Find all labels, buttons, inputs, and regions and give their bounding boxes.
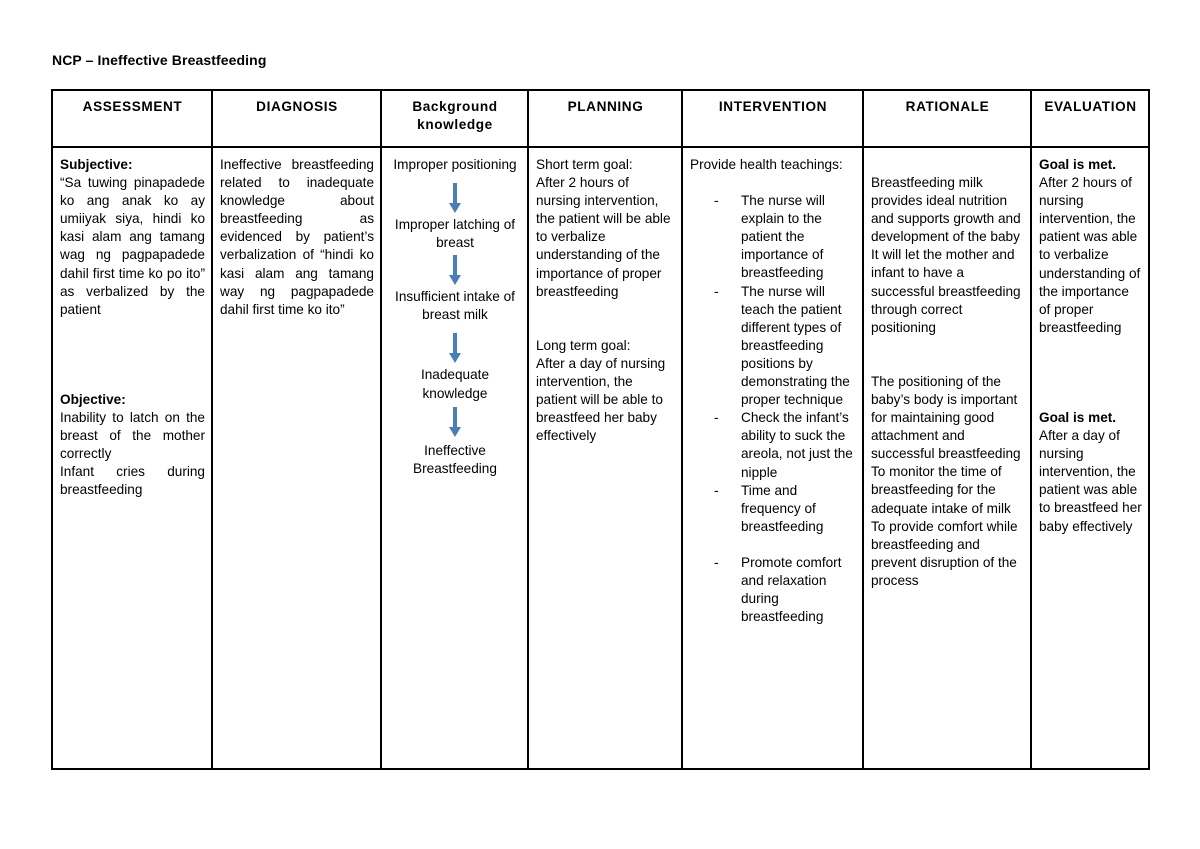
evaluation-cell [1031, 147, 1149, 769]
chain-step-ineffective-breastfeeding: Ineffective Breastfeeding [413, 442, 497, 476]
objective-item: Inability to latch on the breast of the mother correctly [60, 409, 205, 462]
subjective-label: Subjective: [60, 157, 133, 172]
rationale-item: To provide comfort while breastfeeding and prevent disruption of the process [871, 518, 1018, 588]
evaluation-text: After 2 hours of nursing intervention, the patient was able to verbalize understanding of the importance of proper breastfeeding [1039, 175, 1141, 335]
long-term-goal-label: Long term goal: [536, 337, 631, 353]
rationale-item: To monitor the time of breastfeeding for the adequate intake of milk [871, 464, 1011, 516]
arrow-down-icon [449, 407, 461, 437]
rationale-item: Breastfeeding milk provides ideal nutrition and supports growth and development of the baby [871, 175, 1021, 245]
rationale-cell [863, 147, 1031, 769]
short-term-goal-label: Short term goal: [536, 157, 633, 172]
planning-cell [528, 147, 682, 769]
background-knowledge-cell [381, 147, 528, 769]
diagnosis-text: Ineffective breastfeeding related to inadequate knowledge about breastfeeding as evidenced by patient’s verbalization of “hindi ko kasi alam ang tamang way ng pagpapadede dahil first time ko ito” [220, 157, 374, 317]
header-evaluation: EVALUATION [1031, 90, 1149, 147]
goal-met-label: Goal is met. [1039, 409, 1117, 425]
intervention-item: - Promote comfort and relaxation during breastfeeding [714, 554, 856, 626]
arrow-down-icon [449, 333, 461, 363]
chain-step-improper-latching: Improper latching of breast [394, 217, 516, 251]
intervention-intro: Provide health teachings: [690, 157, 843, 172]
subjective-text: “Sa tuwing pinapadede ko ang anak ko ay umiiyak siya, hindi ko kasi alam ang tamang wag ng pagpapadede dahil first time ko po ito” as verbalized by the patient [60, 175, 205, 317]
header-row [52, 90, 1149, 147]
intervention-item: - The nurse will teach the patient different types of breastfeeding positions by demonstrating the proper technique [714, 283, 856, 410]
chain-step-inadequate-knowledge: Inadequate knowledge [420, 367, 490, 401]
header-background-line2: knowledge [417, 117, 493, 133]
content-row [52, 147, 1149, 769]
page-title: NCP – Ineffective Breastfeeding [52, 52, 267, 68]
chain-step-insufficient-intake: Insufficient intake of breast milk [395, 289, 515, 323]
intervention-item: - Check the infant’s ability to suck the areola, not just the nipple [714, 409, 856, 481]
evaluation-text: After a day of nursing intervention, the patient was able to breastfeed her baby effectively [1039, 428, 1142, 534]
long-term-goal-text: After a day of nursing intervention, the patient will be able to breastfeed her baby effectively [536, 355, 666, 444]
header-background-knowledge [381, 90, 528, 147]
chain-step-improper-positioning: Improper positioning [393, 157, 517, 172]
nursing-care-plan-table [51, 89, 1150, 770]
intervention-list [690, 192, 856, 626]
header-intervention: INTERVENTION [682, 90, 863, 147]
diagnosis-cell [212, 147, 381, 769]
objective-label: Objective: [60, 391, 126, 407]
header-assessment: ASSESSMENT [52, 90, 212, 147]
short-term-goal-text: After 2 hours of nursing intervention, the patient will be able to verbalize understanding of the importance of proper breastfeeding [536, 175, 671, 299]
arrow-down-icon [449, 255, 461, 285]
goal-met-label: Goal is met. [1039, 157, 1117, 172]
intervention-item: - The nurse will explain to the patient the importance of breastfeeding [714, 192, 856, 282]
intervention-item: - Time and frequency of breastfeeding [714, 482, 856, 536]
objective-item: Infant cries during breastfeeding [60, 464, 205, 498]
rationale-item: The positioning of the baby’s body is important for maintaining good attachment and successful breastfeeding [871, 373, 1021, 462]
header-rationale: RATIONALE [863, 90, 1031, 147]
header-background-line1: Background [412, 99, 498, 114]
header-planning: PLANNING [528, 90, 682, 147]
header-diagnosis: DIAGNOSIS [212, 90, 381, 147]
arrow-down-icon [449, 183, 461, 213]
assessment-cell [52, 147, 212, 769]
rationale-item: It will let the mother and infant to have a successful breastfeeding through correct positioning [871, 247, 1021, 335]
intervention-cell [682, 147, 863, 769]
